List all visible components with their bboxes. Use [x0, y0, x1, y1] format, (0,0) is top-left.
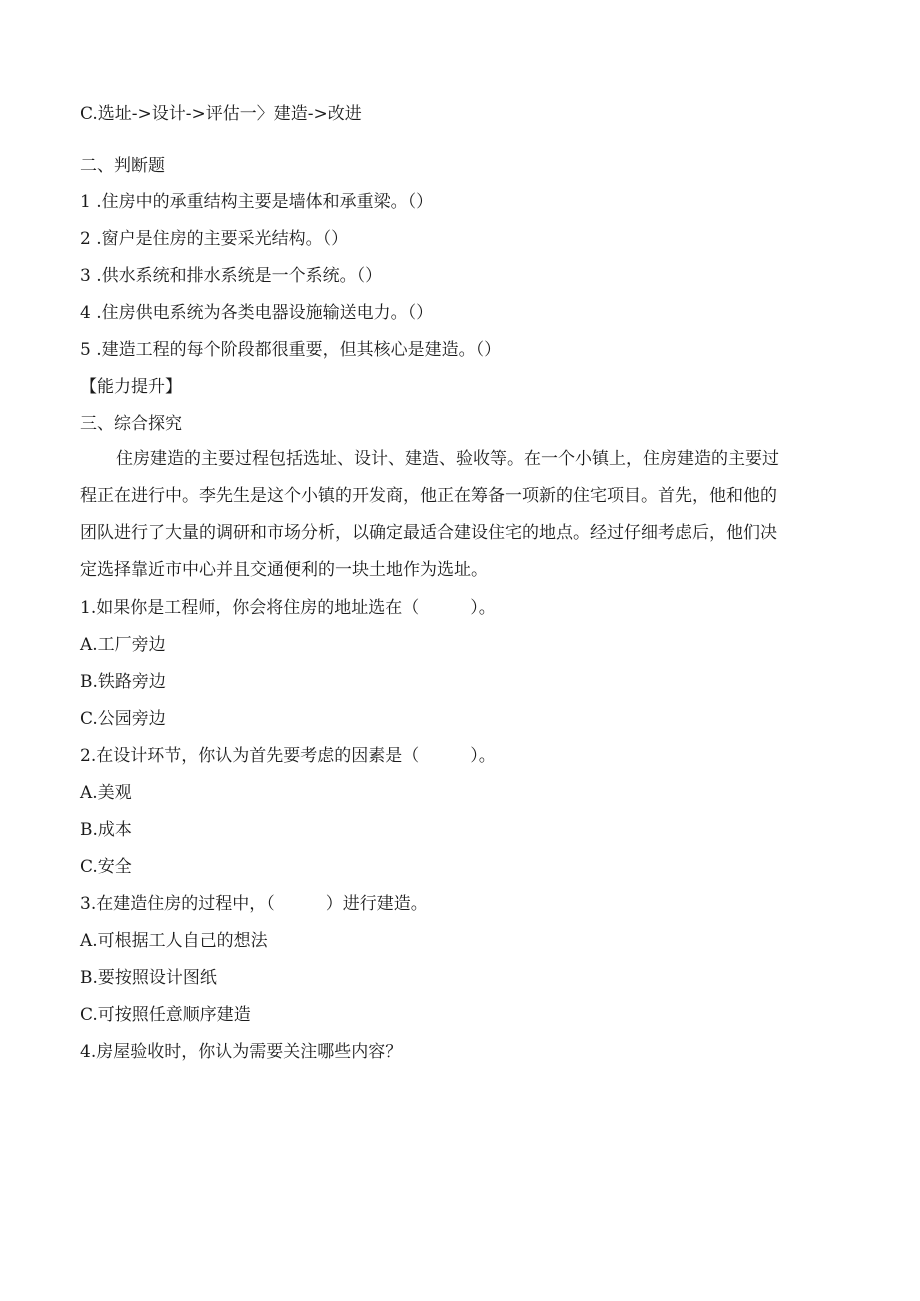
- question-2-option-c: C.安全: [80, 857, 132, 877]
- section-heading-inquiry: 三、综合探究: [80, 414, 182, 434]
- passage: [80, 441, 840, 589]
- judgment-item-5: 5 .建造工程的每个阶段都很重要，但其核心是建造。（）: [80, 340, 502, 360]
- question-3-option-c: C.可按照任意顺序建造: [80, 1005, 251, 1025]
- question-3-stem: 3.在建造住房的过程中，（ ）进行建造。: [80, 894, 428, 914]
- question-2-option-a: A.美观: [80, 783, 132, 803]
- ability-heading: 【能力提升】: [80, 377, 182, 397]
- passage-line: 住房建造的主要过程包括选址、设计、建造、验收等。在一个小镇上，住房建造的主要过: [116, 449, 779, 469]
- question-1-stem: 1.如果你是工程师，你会将住房的地址选在（ ）。: [80, 598, 496, 618]
- question-1-option-b: B.铁路旁边: [80, 672, 166, 692]
- judgment-item-3: 3 .供水系统和排水系统是一个系统。（）: [80, 266, 383, 286]
- previous-option-c: C.选址->设计->评估一〉建造->改进: [80, 104, 362, 124]
- question-4-stem: 4.房屋验收时，你认为需要关注哪些内容？: [80, 1042, 403, 1062]
- passage-line: 程正在进行中。李先生是这个小镇的开发商，他正在筹备一项新的住宅项目。首先，他和他的: [80, 486, 777, 506]
- judgment-item-2: 2 .窗户是住房的主要采光结构。（）: [80, 229, 349, 249]
- judgment-item-4: 4 .住房供电系统为各类电器设施输送电力。（）: [80, 303, 434, 323]
- question-1-option-c: C.公园旁边: [80, 709, 166, 729]
- question-3-option-a: A.可根据工人自己的想法: [80, 931, 268, 951]
- question-1-option-a: A.工厂旁边: [80, 635, 166, 655]
- question-2-stem: 2.在设计环节，你认为首先要考虑的因素是（ ）。: [80, 746, 496, 766]
- section-heading-judgment: 二、判断题: [80, 156, 165, 176]
- judgment-item-1: 1 .住房中的承重结构主要是墙体和承重梁。（）: [80, 192, 434, 212]
- question-2-option-b: B.成本: [80, 820, 132, 840]
- question-3-option-b: B.要按照设计图纸: [80, 968, 217, 988]
- passage-line: 定选择靠近市中心并且交通便利的一块土地作为选址。: [80, 560, 488, 580]
- passage-line: 团队进行了大量的调研和市场分析，以确定最适合建设住宅的地点。经过仔细考虑后，他们决: [80, 523, 777, 543]
